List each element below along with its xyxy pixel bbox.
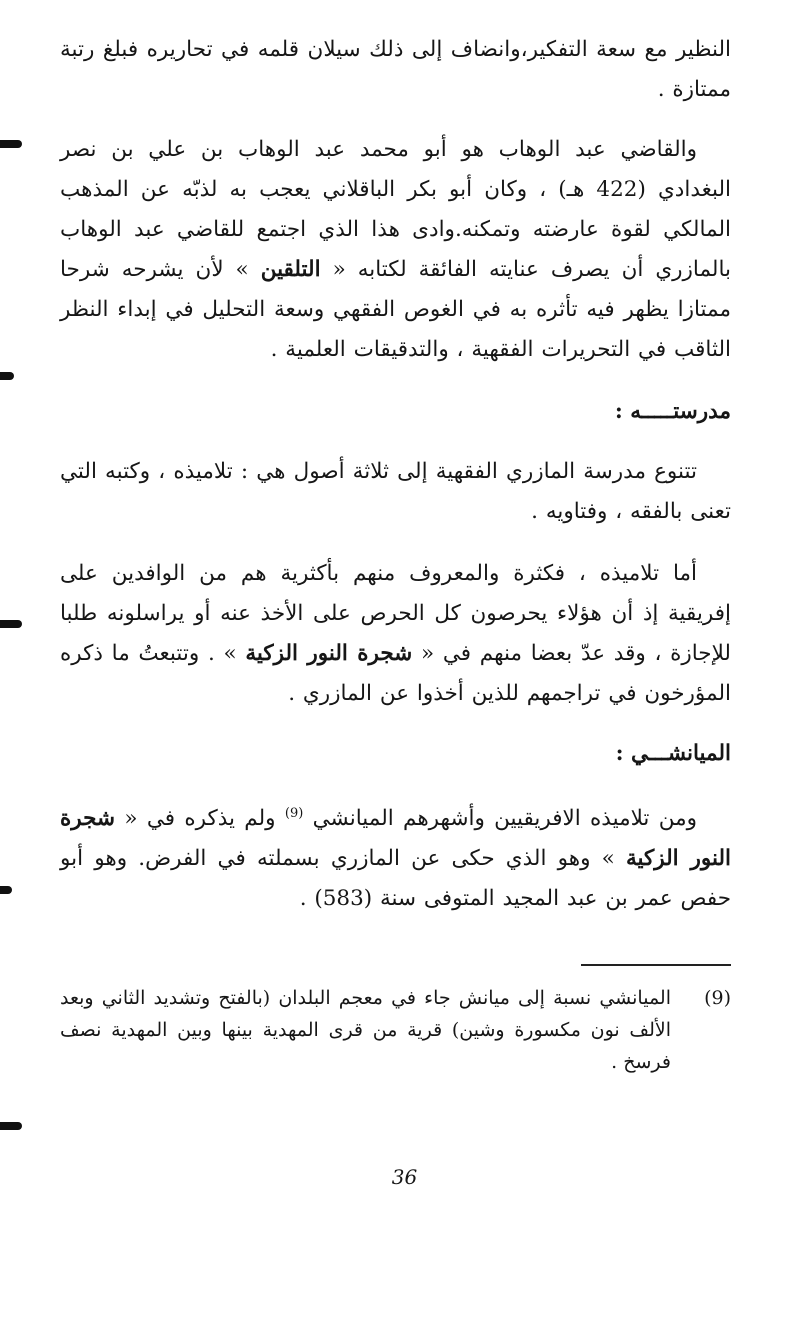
paragraph-5-text-a: ومن تلاميذه الافريقيين وأشهرهم الميانشي [312,806,697,832]
section-heading-al-mayanishi: الميانشـــي : [615,741,731,766]
scan-edge-mark [0,1122,22,1130]
paragraph-2-text-b: » لأن يشرحه شرحا ممتازا يظهر فيه تأثره به في الغوص الفقهي وسعة التحليل في إبداء النظر الثاقب في التحريرات الفقهية ، والتدقيقات العلمية . [60,257,731,362]
footnote [60,982,731,1078]
book-title-shajarat-al-nur: شجرة النور الزكية [245,641,413,666]
paragraph-1-text: النظير مع سعة التفكير،وانضاف إلى ذلك سيلان قلمه في تحاريره فبلغ رتبة ممتازة . [60,37,731,102]
section-heading-madrasatuhu: مدرستـــــه : [614,399,731,424]
paragraph-3-text: تتنوع مدرسة المازري الفقهية إلى ثلاثة أصول هي : تلاميذه ، وكتبه التي تعنى بالفقه ، وفتاويه . [60,459,731,524]
book-title-talqin: التلقين [260,257,321,282]
paragraph-qadi-abd-al-wahhab [60,130,731,370]
page-number: 36 [391,1165,418,1189]
scan-edge-mark [0,886,12,894]
paragraph-4-text-b: » . وتتبعتُ ما ذكره المؤرخون في تراجمهم للذين أخذوا عن المازري . [60,641,731,706]
scan-edge-mark [0,140,22,148]
footnote-number: (9) [704,987,731,1009]
paragraph-2-text-a: والقاضي عبد الوهاب هو أبو محمد عبد الوهاب بن علي بن نصر البغدادي (422 هـ) ، وكان أبو بكر الباقلاني يعجب به لذبّه عن المذهب المالكي لقوة عارضته وتمكنه.وادى هذا الذي اجتمع للقاضي عبد الوهاب بالمازري أن يصرف عنايته الفائقة لكتابه « [60,137,731,282]
page-body [60,30,731,1320]
paragraph-4-text-a: أما تلاميذه ، فكثرة والمعروف منهم بأكثرية هم من الوافدين على إفريقية إذ أن هؤلاء يحرصون كل الحرص على الأخذ عنه أو يراسلونه طلبا للإجازة ، وقد عدّ بعضا منهم في « [60,561,731,666]
paragraph-al-mayanishi [60,794,731,919]
paragraph-students [60,554,731,714]
footnote-reference[interactable]: (9) [284,806,304,821]
footnote-separator [581,964,731,966]
paragraph-5-text-c: » وهو الذي حكى عن المازري بسملته في الفرض. وهو أبو حفص عمر بن عبد المجيد المتوفى سنة (583) . [60,846,731,912]
footnote-text: الميانشي نسبة إلى ميانش جاء في معجم البلدان (بالفتح وتشديد الثاني وبعد الألف نون مكسورة وشين) قرية من قرى المهدية بينها وبين المهدية نصف فرسخ . [60,987,671,1073]
paragraph-school-origins [60,452,731,532]
paragraph-5-text-b: ولم يذكره في « [124,806,276,832]
scan-edge-mark [0,372,14,380]
scan-edge-mark [0,620,22,628]
paragraph-1 [60,30,731,110]
book-title-shajarat-al-nur-2: شجرة النور الزكية [60,806,731,872]
